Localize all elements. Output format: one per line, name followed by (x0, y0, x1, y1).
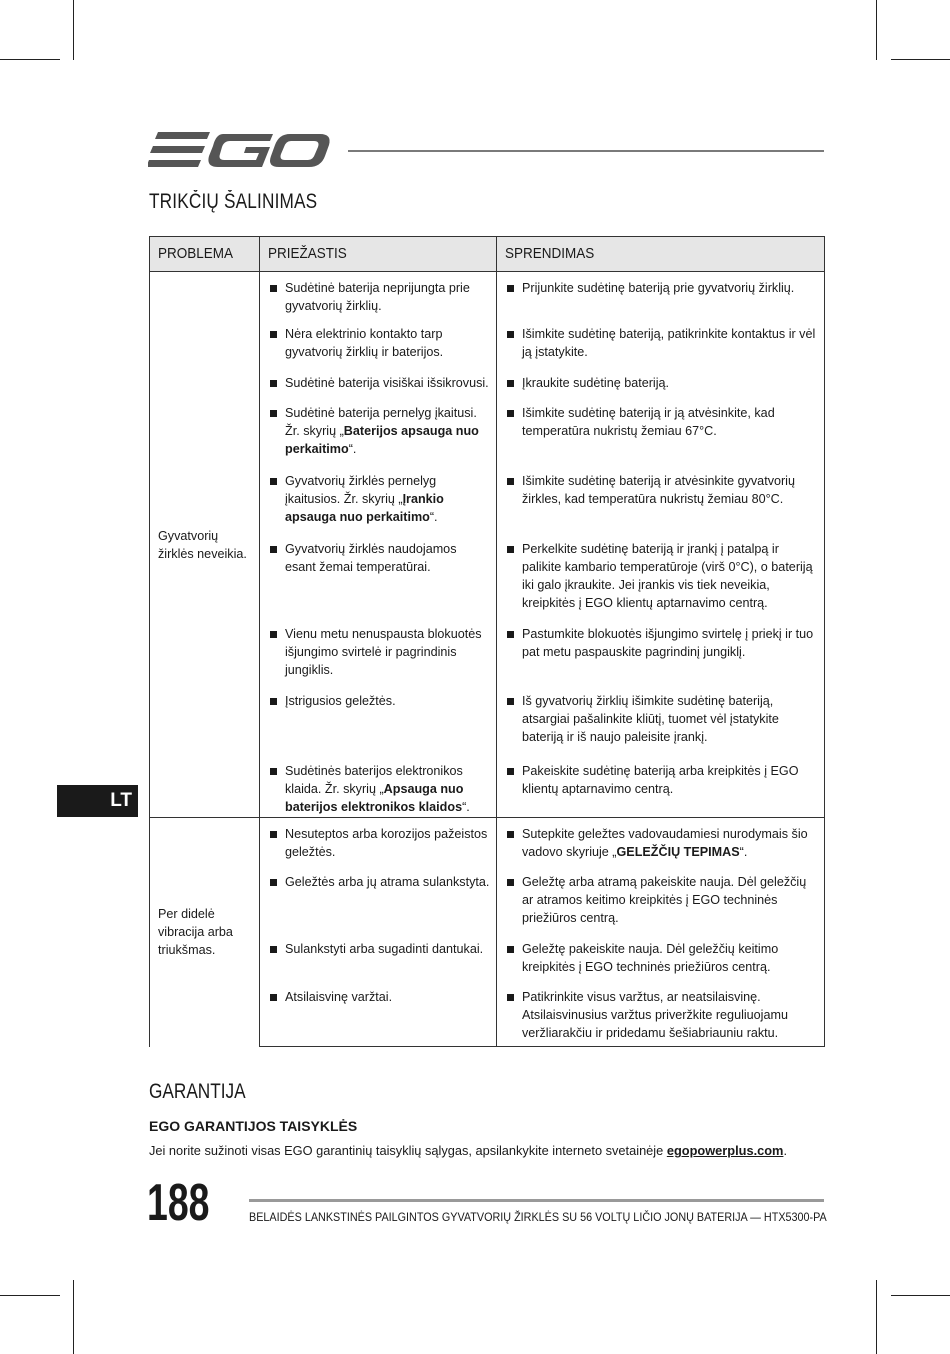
cause-text: Sudėtinė baterija visiškai išsikrovusi. (285, 376, 489, 390)
header-problem: PROBLEMA (150, 237, 260, 272)
cause-text: Įstrigusios geležtės. (285, 694, 396, 708)
bullet-icon (507, 946, 514, 953)
cause-text: Nėra elektrinio kontakto tarp gyvatvorių žirklių ir baterijos. (285, 327, 444, 359)
header-cause: PRIEŽASTIS (260, 237, 497, 272)
solution-text: Perkelkite sudėtinę bateriją ir įrankį į patalpą ir palikite kambario temperatūroje (virš 0°C), o bateriją iki galo įkraukite. Jei įrankis vis tiek neveikia, kreipkitės į EGO klientų aptarnavimo centrą. (522, 542, 813, 610)
solution-text: Įkraukite sudėtinę bateriją. (522, 376, 670, 390)
solution-text: Išimkite sudėtinę bateriją, patikrinkite kontaktus ir vėl ją įstatykite. (522, 327, 816, 359)
cause-text: Sulankstyti arba sugadinti dantukai. (285, 942, 484, 956)
warranty-title: GARANTIJA (149, 1080, 246, 1103)
bullet-icon (270, 831, 277, 838)
bullet-icon (507, 879, 514, 886)
solution-text: Išimkite sudėtinę bateriją ir ją atvėsinkite, kad temperatūra nukristų žemiau 67°C. (522, 406, 775, 438)
problem-cell: Per didelė vibracija arba triukšmas. (150, 818, 260, 1047)
bullet-icon (507, 380, 514, 387)
solution-cell (497, 818, 825, 870)
solution-cell (497, 621, 825, 688)
table-row (150, 272, 825, 322)
cause-cell (260, 536, 497, 621)
table-row (150, 818, 825, 870)
bullet-icon (507, 698, 514, 705)
bullet-icon (270, 478, 277, 485)
crop-mark (0, 1295, 60, 1296)
cause-cell (260, 370, 497, 400)
cause-text: Gyvatvorių žirklės pernelyg įkaitusios. Žr. skyrių „Įrankio apsauga nuo perkaitimo“. (285, 474, 444, 524)
crop-mark (876, 0, 877, 60)
solution-cell (497, 936, 825, 984)
bullet-icon (507, 831, 514, 838)
bullet-icon (507, 631, 514, 638)
bullet-icon (507, 994, 514, 1001)
solution-cell (497, 869, 825, 936)
footer-rule (249, 1199, 824, 1202)
ego-logo (148, 128, 333, 177)
cause-cell (260, 688, 497, 758)
cause-cell (260, 758, 497, 818)
bullet-icon (270, 946, 277, 953)
bullet-icon (270, 546, 277, 553)
cause-cell (260, 400, 497, 468)
bullet-icon (270, 994, 277, 1001)
footer-title: BELAIDĖS LANKSTINĖS PAILGINTOS GYVATVORIŲ ŽIRKLĖS SU 56 VOLTŲ LIČIO JONŲ BATERIJA — HTX5300-PA (249, 1210, 827, 1224)
cause-text: Sudėtinė baterija pernelyg įkaitusi. Žr. skyrių „Baterijos apsauga nuo perkaitimo“. (285, 406, 479, 456)
troubleshooting-table (149, 236, 825, 1047)
bullet-icon (507, 546, 514, 553)
cause-text: Atsilaisvinę varžtai. (285, 990, 393, 1004)
bullet-icon (507, 768, 514, 775)
header-rule (348, 150, 824, 152)
bullet-icon (270, 285, 277, 292)
solution-text: Sutepkite geležtes vadovaudamiesi nurodymais šio vadovo skyriuje „GELEŽČIŲ TEPIMAS“. (522, 827, 808, 859)
solution-cell (497, 468, 825, 536)
language-tab: LT (57, 785, 138, 817)
solution-text: Pastumkite blokuotės išjungimo svirtelę į priekį ir tuo pat metu paspauskite pagrindinį jungiklį. (522, 627, 814, 659)
solution-text: Iš gyvatvorių žirklių išimkite sudėtinę bateriją, atsargiai pašalinkite kliūtį, tuomet vėl įstatykite bateriją ir iš naujo paleisite įrankį. (522, 694, 779, 744)
solution-cell (497, 758, 825, 818)
solution-text: Išimkite sudėtinę bateriją ir atvėsinkite gyvatvorių žirkles, kad temperatūra nukristų žemiau 80°C. (522, 474, 795, 506)
cause-text: Gyvatvorių žirklės naudojamos esant žemai temperatūrai. (285, 542, 457, 574)
crop-mark (73, 0, 74, 60)
bullet-icon (507, 331, 514, 338)
cause-cell (260, 818, 497, 870)
cause-cell (260, 936, 497, 984)
cause-cell (260, 869, 497, 936)
crop-mark (0, 59, 60, 60)
warranty-text: Jei norite sužinoti visas EGO garantinių taisyklių sąlygas, apsilankykite interneto svetainėje egopowerplus.com. (149, 1143, 787, 1158)
solution-cell (497, 400, 825, 468)
bullet-icon (270, 631, 277, 638)
problem-cell: Gyvatvorių žirklės neveikia. (150, 272, 260, 818)
crop-mark (876, 1280, 877, 1354)
bullet-icon (270, 410, 277, 417)
bullet-icon (507, 478, 514, 485)
bullet-icon (507, 285, 514, 292)
solution-text: Pakeiskite sudėtinę bateriją arba kreipkitės į EGO klientų aptarnavimo centrą. (522, 764, 799, 796)
cause-text: Sudėtinės baterijos elektronikos klaida. Žr. skyrių „Apsauga nuo baterijos elektronikos klaidos“. (285, 764, 470, 814)
crop-mark (891, 1295, 950, 1296)
bullet-icon (270, 768, 277, 775)
bullet-icon (270, 698, 277, 705)
solution-text: Patikrinkite visus varžtus, ar neatsilaisvinę. Atsilaisvinusius varžtus priveržkite reguliuojamu veržliarakčiu ir pridedamu šešiabriauniu raktu. (522, 990, 788, 1040)
solution-text: Geležtę arba atramą pakeiskite nauja. Dėl geležčių ar atramos keitimo kreipkitės į EGO techninės priežiūros centrą. (522, 875, 807, 925)
bullet-icon (507, 410, 514, 417)
cause-text: Sudėtinė baterija neprijungta prie gyvatvorių žirklių. (285, 281, 470, 313)
bullet-icon (270, 331, 277, 338)
solution-cell (497, 272, 825, 322)
warranty-link[interactable]: egopowerplus.com (666, 1143, 784, 1158)
solution-cell (497, 321, 825, 370)
bullet-icon (270, 879, 277, 886)
solution-text: Prijunkite sudėtinę bateriją prie gyvatvorių žirklių. (522, 281, 795, 295)
section-title: TRIKČIŲ ŠALINIMAS (149, 190, 318, 213)
solution-text: Geležtę pakeiskite nauja. Dėl geležčių keitimo kreipkitės į EGO techninės priežiūros centrą. (522, 942, 779, 974)
cause-cell (260, 984, 497, 1047)
solution-cell (497, 536, 825, 621)
solution-cell (497, 984, 825, 1047)
cause-cell (260, 272, 497, 322)
crop-mark (891, 59, 950, 60)
cause-text: Nesuteptos arba korozijos pažeistos geležtės. (285, 827, 488, 859)
bullet-icon (270, 380, 277, 387)
cause-text: Geležtės arba jų atrama sulankstyta. (285, 875, 490, 889)
solution-cell (497, 370, 825, 400)
cause-cell (260, 321, 497, 370)
cause-text: Vienu metu nenuspausta blokuotės išjungimo svirtelė ir pagrindinis jungiklis. (285, 627, 482, 677)
solution-cell (497, 688, 825, 758)
header-solution: SPRENDIMAS (497, 237, 825, 272)
cause-cell (260, 468, 497, 536)
crop-mark (73, 1280, 74, 1354)
warranty-subtitle: EGO GARANTIJOS TAISYKLĖS (149, 1118, 358, 1134)
page-number: 188 (147, 1174, 210, 1232)
cause-cell (260, 621, 497, 688)
